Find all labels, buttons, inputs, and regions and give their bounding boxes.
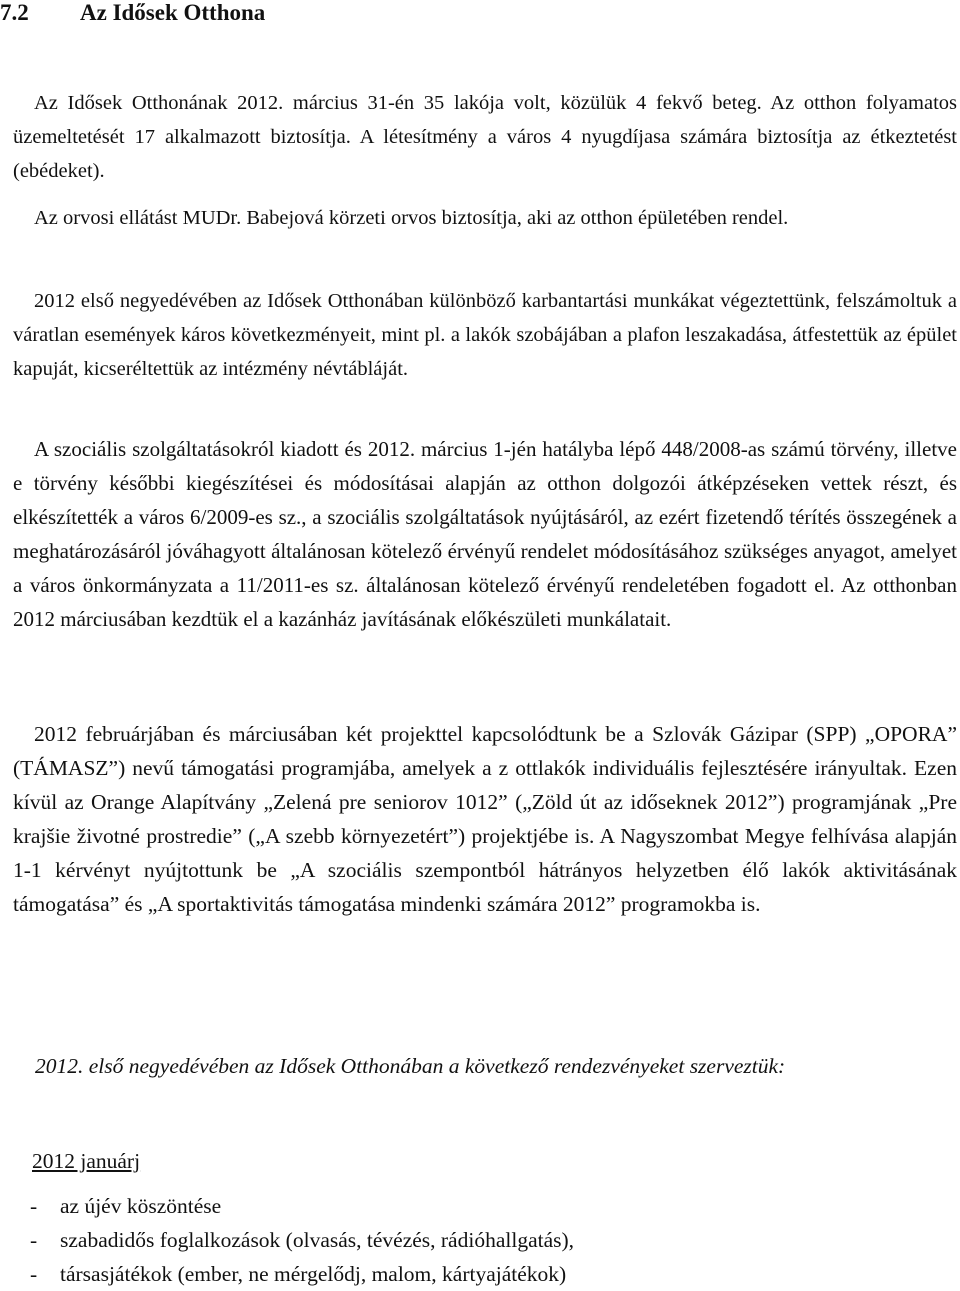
list-marker: - — [30, 1262, 38, 1286]
event-list — [30, 1189, 574, 1291]
section-title: Az Idősek Otthona — [80, 0, 266, 25]
list-marker: - — [30, 1194, 38, 1218]
section-heading — [0, 0, 265, 28]
paragraph-legislation: A szociális szolgáltatásokról kiadott és 2012. március 1-jén hatályba lépő 448/2008-as számú törvény, illetve e törvény későbbi kiegészítései és módosításai alapján az otthon dolgozói átképzéseken vettek részt, és elkészítették a város 6/2009-es sz., a szociális szolgáltatások nyújtásáról, az ezért fizetendő térítés összegének a meghatározásáról jóváhagyott általánosan kötelező érvényű rendelet módosításához szükséges anyagot, amelyet a város önkormányzata a 11/2011-es sz. általánosan kötelező érvényű rendeletében fogadott el. Az otthonban 2012 márciusában kezdtük el a kazánház javításának előkészületi munkálatait. — [13, 437, 957, 631]
list-item-text: társasjátékok (ember, ne mérgelődj, malom, kártyajátékok) — [60, 1262, 567, 1286]
paragraph-maintenance: 2012 első negyedévében az Idősek Otthonában különböző karbantartási munkákat végeztettünk, felszámoltuk a váratlan események káros következményeit, mint pl. a lakók szobájában a plafon leszakadása, átfestettük az épület kapuját, kicseréltettük az intézmény névtábláját. — [13, 290, 957, 380]
list-item-text: az újév köszöntése — [60, 1194, 222, 1218]
list-item — [30, 1223, 574, 1257]
list-item — [30, 1189, 574, 1223]
list-item — [30, 1257, 574, 1291]
section-number: 7.2 — [0, 0, 29, 25]
month-heading: 2012 januárj — [32, 1149, 141, 1173]
list-marker: - — [30, 1228, 38, 1252]
paragraph-residents: Az Idősek Otthonának 2012. március 31-én 35 lakója volt, közülük 4 fekvő beteg. Az otthon folyamatos üzemeltetését 17 alkalmazott biztosítja. A létesítmény a város 4 nyugdíjasa számára biztosítja az étkeztetést (ebédeket). — [13, 92, 957, 182]
events-intro: 2012. első negyedévében az Idősek Otthonában a következő rendezvényeket szerveztük: — [35, 1054, 786, 1078]
paragraph-medical-care: Az orvosi ellátást MUDr. Babejová körzeti orvos biztosítja, aki az otthon épületében rendel. — [34, 207, 789, 229]
list-item-text: szabadidős foglalkozások (olvasás, tévézés, rádióhallgatás), — [60, 1228, 575, 1252]
paragraph-projects: 2012 februárjában és márciusában két projekttel kapcsolódtunk be a Szlovák Gázipar (SPP) „OPORA” (TÁMASZ”) nevű támogatási programjába, amelyek a z ottlakók individuális fejlesztésére irányultak. Ezen kívül az Orange Alapítvány „Zelená pre seniorov 1012” („Zöld út az időseknek 2012”) programjának „Pre krajšie životné prostredie” („A szebb környezetért”) projektjébe is. A Nagyszombat Megye felhívása alapján 1-1 kérvényt nyújtottunk be „A szociális szempontból hátrányos helyzetben élő lakók aktivitásának támogatása” és „A sportaktivitás támogatása mindenki számára 2012” programokba is. — [13, 722, 957, 916]
